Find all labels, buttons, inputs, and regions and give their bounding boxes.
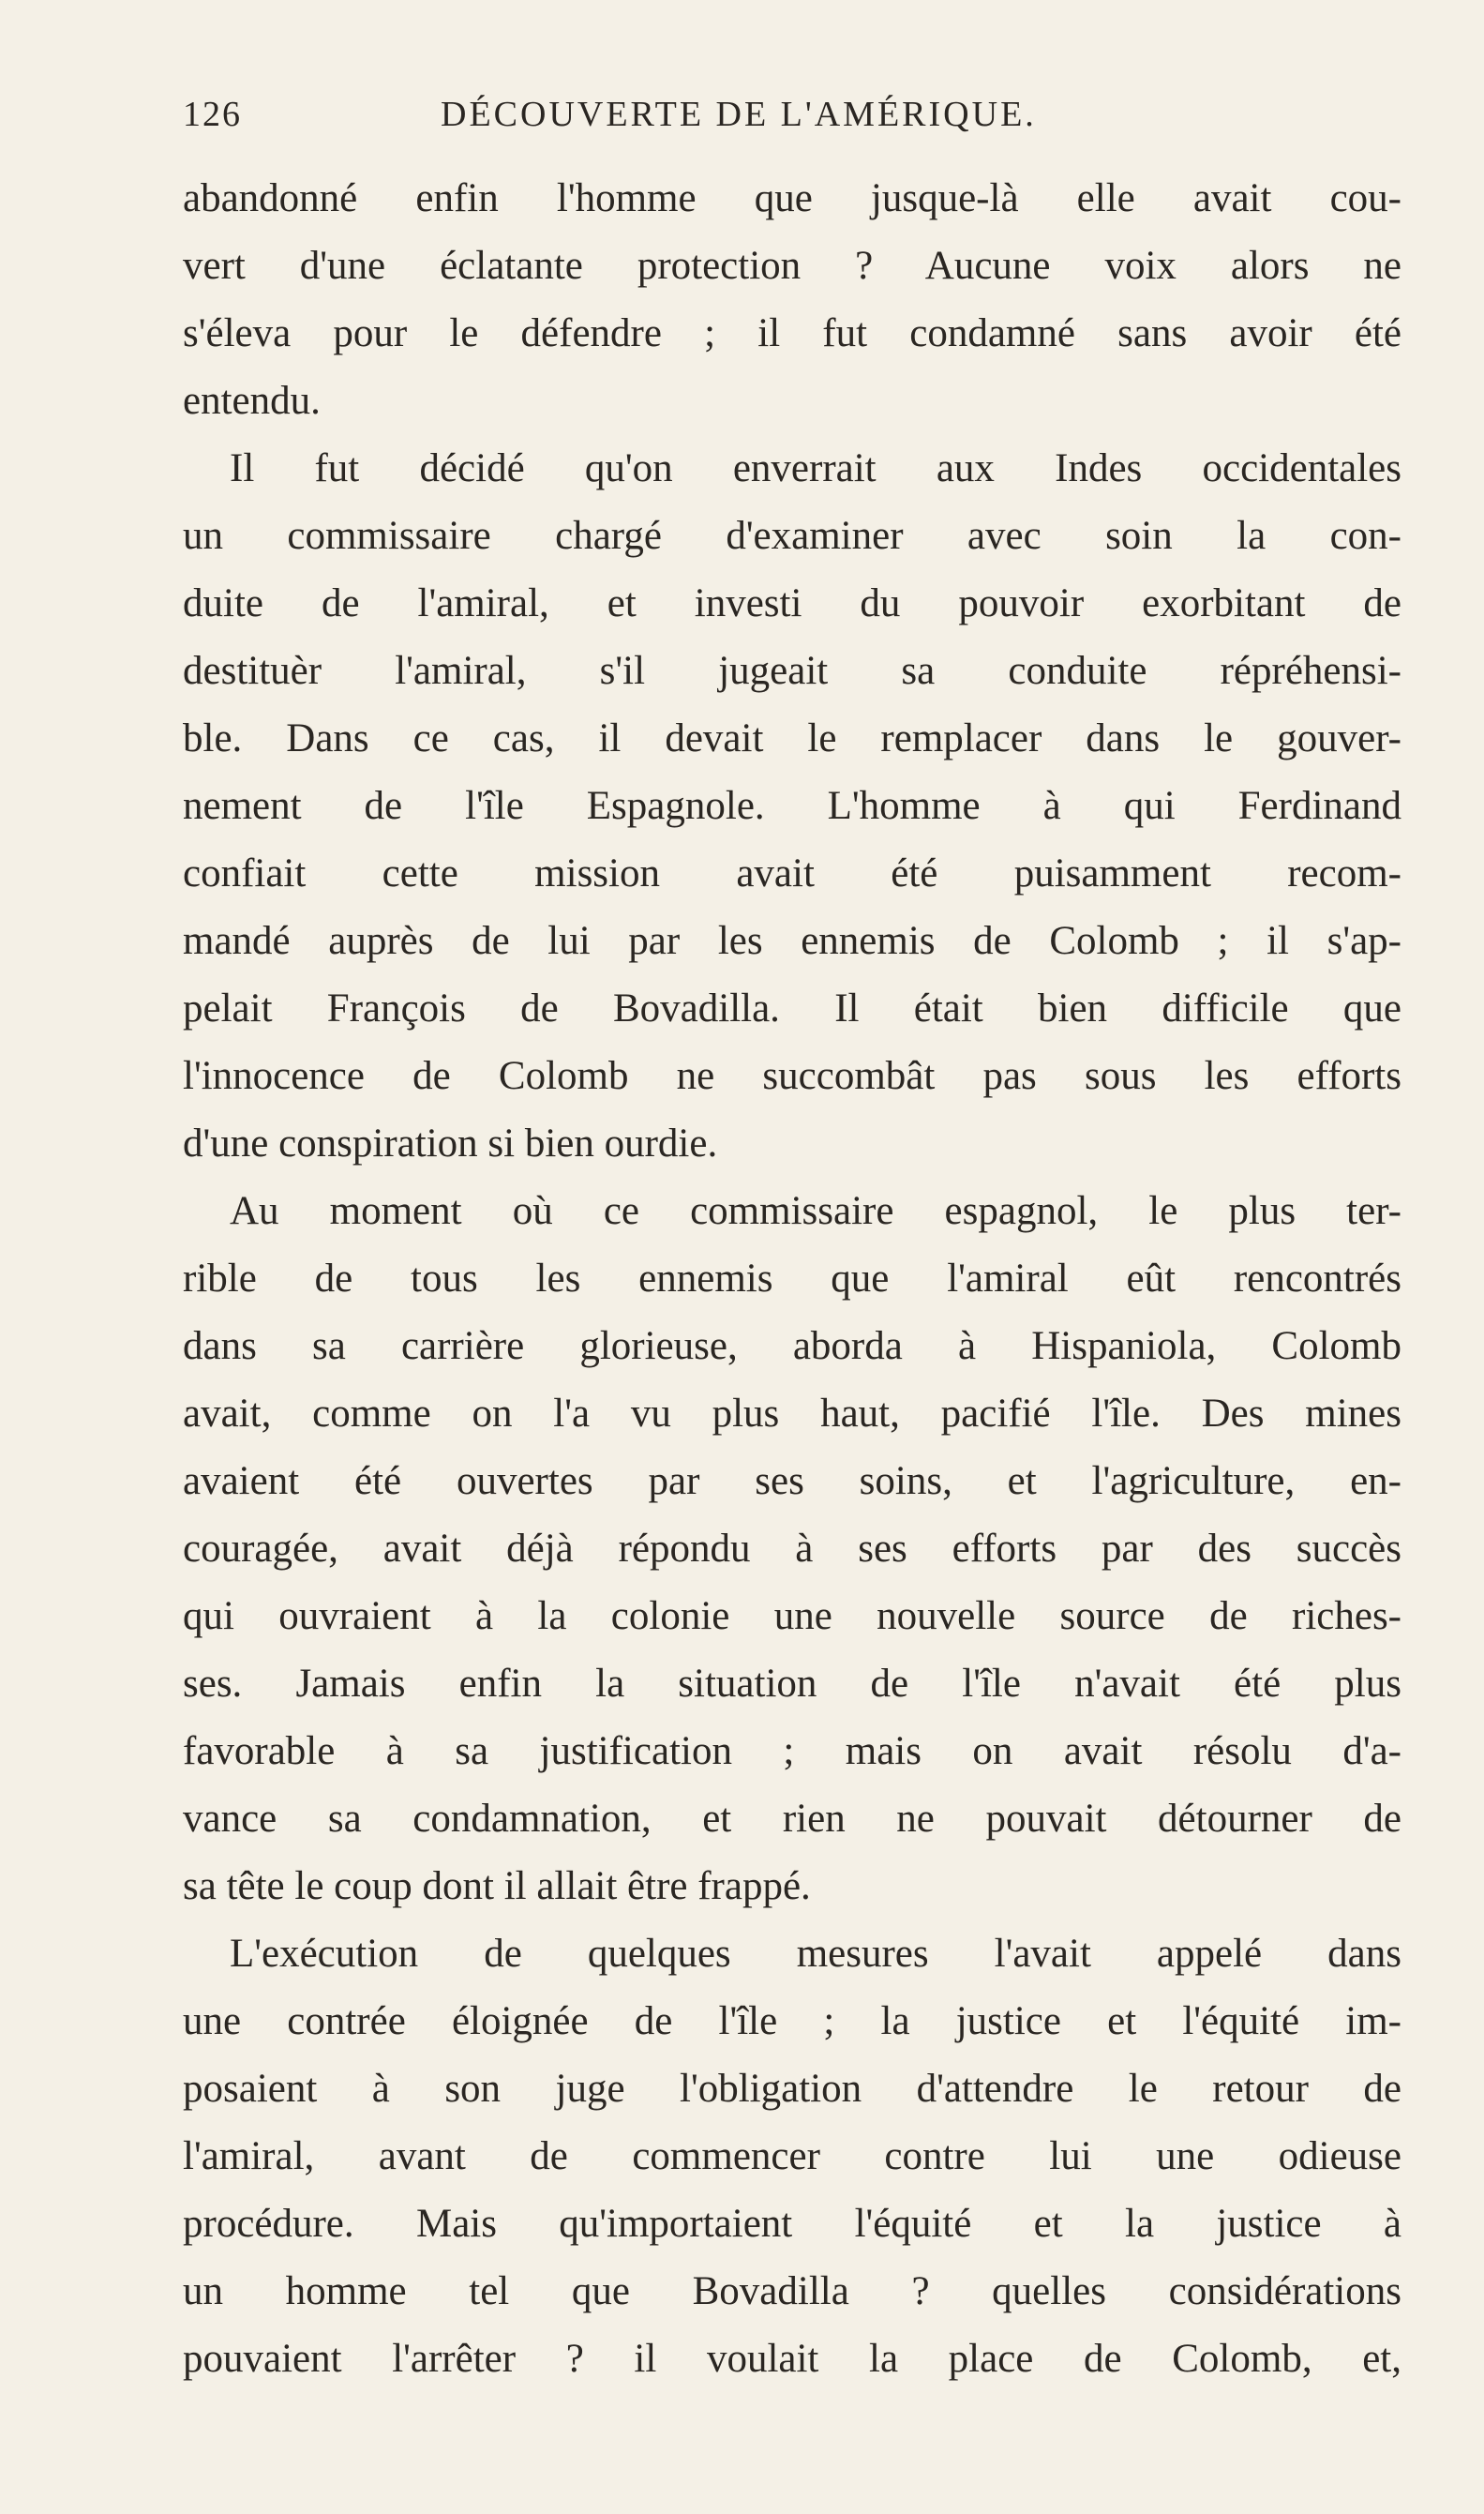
text-line: duite de l'amiral, et investi du pouvoir exorbitant de bbox=[183, 581, 1402, 625]
text-line: confiait cette mission avait été puisamment recom- bbox=[183, 851, 1402, 896]
page-number: 126 bbox=[183, 95, 242, 134]
text-line: s'éleva pour le défendre ; il fut condamné sans avoir été bbox=[183, 311, 1402, 355]
text-line: L'exécution de quelques mesures l'avait appelé dans bbox=[230, 1932, 1402, 1976]
text-line: mandé auprès de lui par les ennemis de Colomb ; il s'ap- bbox=[183, 919, 1402, 963]
text-line: Il fut décidé qu'on enverrait aux Indes occidentales bbox=[230, 446, 1402, 490]
text-line: posaient à son juge l'obligation d'attendre le retour de bbox=[183, 2067, 1402, 2111]
body-text bbox=[183, 165, 1402, 2393]
text-line: pelait François de Bovadilla. Il était bien difficile que bbox=[183, 986, 1402, 1031]
text-line: d'une conspiration si bien ourdie. bbox=[183, 1122, 718, 1166]
text-line: couragée, avait déjà répondu à ses efforts par des succès bbox=[183, 1527, 1402, 1571]
text-line: nement de l'île Espagnole. L'homme à qui Ferdinand bbox=[183, 784, 1402, 828]
text-line: abandonné enfin l'homme que jusque-là elle avait cou- bbox=[183, 176, 1402, 220]
text-line: sa tête le coup dont il allait être frappé. bbox=[183, 1864, 811, 1908]
running-head bbox=[183, 94, 1402, 150]
text-line: procédure. Mais qu'importaient l'équité et la justice à bbox=[183, 2202, 1402, 2246]
text-line: dans sa carrière glorieuse, aborda à Hispaniola, Colomb bbox=[183, 1324, 1402, 1368]
text-line: une contrée éloignée de l'île ; la justice et l'équité im- bbox=[183, 1999, 1402, 2043]
text-line: un commissaire chargé d'examiner avec soin la con- bbox=[183, 514, 1402, 558]
text-line: ses. Jamais enfin la situation de l'île n'avait été plus bbox=[183, 1662, 1402, 1706]
text-line: destituèr l'amiral, s'il jugeait sa conduite répréhensi- bbox=[183, 649, 1402, 693]
running-title: DÉCOUVERTE DE L'AMÉRIQUE. bbox=[441, 95, 1037, 134]
text-line: l'amiral, avant de commencer contre lui une odieuse bbox=[183, 2134, 1402, 2178]
text-line: qui ouvraient à la colonie une nouvelle source de riches- bbox=[183, 1594, 1402, 1638]
text-line: entendu. bbox=[183, 379, 321, 423]
text-line: avait, comme on l'a vu plus haut, pacifié l'île. Des mines bbox=[183, 1392, 1402, 1436]
text-line: vert d'une éclatante protection ? Aucune voix alors ne bbox=[183, 244, 1402, 288]
text-line: rible de tous les ennemis que l'amiral eût rencontrés bbox=[183, 1257, 1402, 1301]
text-line: pouvaient l'arrêter ? il voulait la place de Colomb, et, bbox=[183, 2337, 1402, 2381]
text-line: favorable à sa justification ; mais on avait résolu d'a- bbox=[183, 1729, 1402, 1773]
text-line: ble. Dans ce cas, il devait le remplacer dans le gouver- bbox=[183, 716, 1402, 760]
text-line: avaient été ouvertes par ses soins, et l'agriculture, en- bbox=[183, 1459, 1402, 1503]
text-line: vance sa condamnation, et rien ne pouvait détourner de bbox=[183, 1797, 1402, 1841]
text-line: un homme tel que Bovadilla ? quelles considérations bbox=[183, 2269, 1402, 2313]
text-line: Au moment où ce commissaire espagnol, le plus ter- bbox=[230, 1189, 1402, 1233]
text-line: l'innocence de Colomb ne succombât pas sous les efforts bbox=[183, 1054, 1402, 1098]
